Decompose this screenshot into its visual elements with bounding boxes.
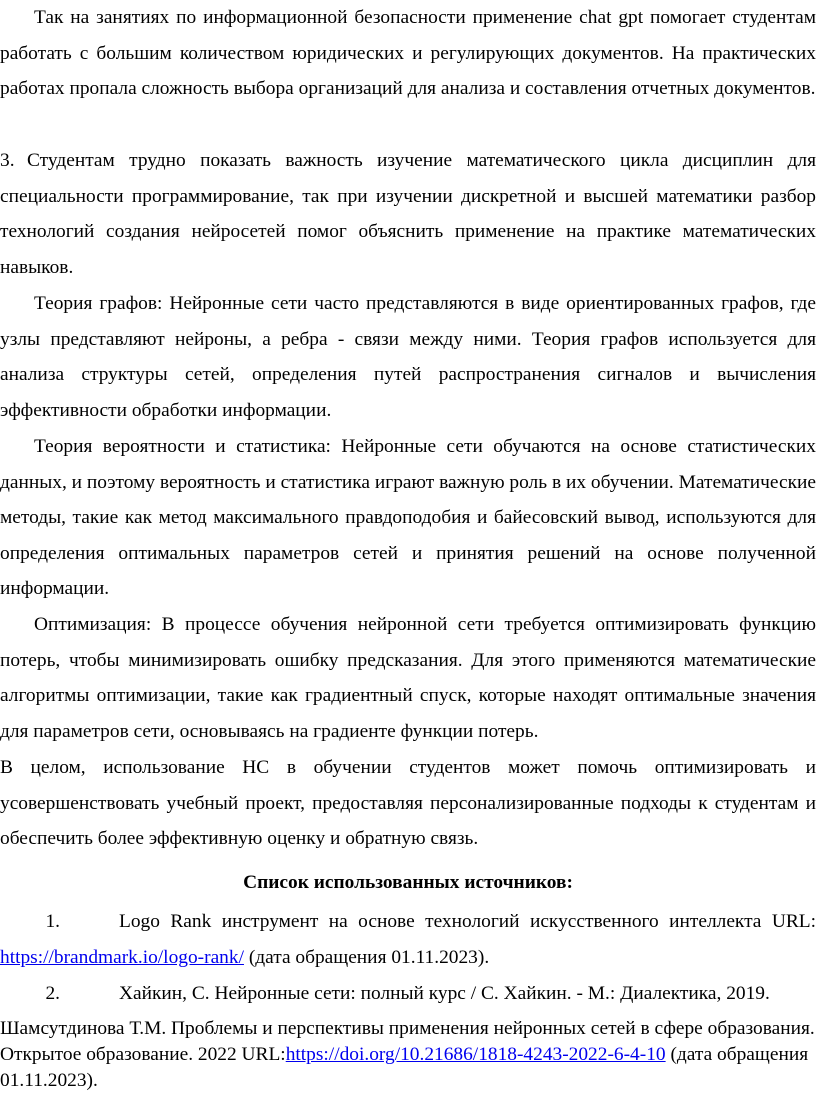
paragraph-probability — [0, 429, 816, 607]
paragraph-optimization-text: Оптимизация: В процессе обучения нейронной сети требуется оптимизировать функцию потерь, чтобы минимизировать ошибку предсказания. Для этого применяются математические алгоритмы оптимизации, такие как градиентный спуск, которые находят оптимальные значения для параметров сети, основываясь на градиенте функции потерь. — [0, 614, 816, 742]
paragraph-conclusion — [0, 750, 816, 857]
reference-item-2 — [0, 976, 816, 1012]
reference-item-3 — [0, 1016, 816, 1094]
paragraph-optimization — [0, 607, 816, 749]
list-number: 3. — [0, 150, 15, 171]
reference-number: 1. — [45, 911, 60, 932]
reference-text: Хайкин, С. Нейронные сети: полный курс / С. Хайкин. - М.: Диалектика, 2019. — [119, 983, 770, 1004]
reference-item-1 — [0, 904, 816, 975]
paragraph-infosec-text: Так на занятиях по информационной безопасности применение chat gpt помогает студентам работать с большим количеством юридических и регулирующих документов. На практических работах пропала сложность выбора организаций для анализа и составления отчетных документов. — [0, 7, 816, 99]
references-heading: Список использованных источников: — [243, 872, 573, 893]
reference-date: (дата обращения 01.11.2023). — [243, 946, 490, 968]
paragraph-math-cycle — [0, 143, 816, 285]
reference-date: (дата обращения 01.11.2023). — [0, 1044, 809, 1091]
reference-text: Шамсутдинова Т.М. Проблемы и перспективы применения нейронных сетей в сфере образования. Открытое образование. 2022 URL: — [0, 1018, 815, 1065]
paragraph-graph-theory-text: Теория графов: Нейронные сети часто представляются в виде ориентированных графов, где узлы представляют нейроны, а ребра - связи между ними. Теория графов используется для анализа структуры сетей, определения путей распространения сигналов и вычисления эффективности обработки информации. — [0, 293, 816, 421]
reference-link-doi[interactable]: https://doi.org/10.21686/1818-4243-2022-6-4-10 — [285, 1044, 666, 1065]
paragraph-math-cycle-text: Студентам трудно показать важность изучение математического цикла дисциплин для специальности программирование, так при изучении дискретной и высшей математики разбор технологий создания нейросетей помог объяснить применение на практике математических навыков. — [0, 150, 816, 278]
paragraph-graph-theory — [0, 286, 816, 428]
reference-number: 2. — [45, 983, 60, 1004]
paragraph-infosec — [0, 0, 816, 107]
paragraph-probability-text: Теория вероятности и статистика: Нейронные сети обучаются на основе статистических данных, и поэтому вероятность и статистика играют важную роль в их обучении. Математические методы, такие как метод максимального правдоподобия и байесовский вывод, используются для определения оптимальных параметров сетей и принятия решений на основе полученной информации. — [0, 436, 816, 599]
paragraph-conclusion-text: В целом, использование НС в обучении студентов может помочь оптимизировать и усовершенствовать учебный проект, предоставляя персонализированные подходы к студентам и обеспечить более эффективную оценку и обратную связь. — [0, 757, 816, 849]
reference-text: Logo Rank инструмент на основе технологий искусственного интеллекта URL: — [119, 911, 816, 932]
reference-link-logo-rank[interactable]: https://brandmark.io/logo-rank/ — [0, 946, 244, 968]
